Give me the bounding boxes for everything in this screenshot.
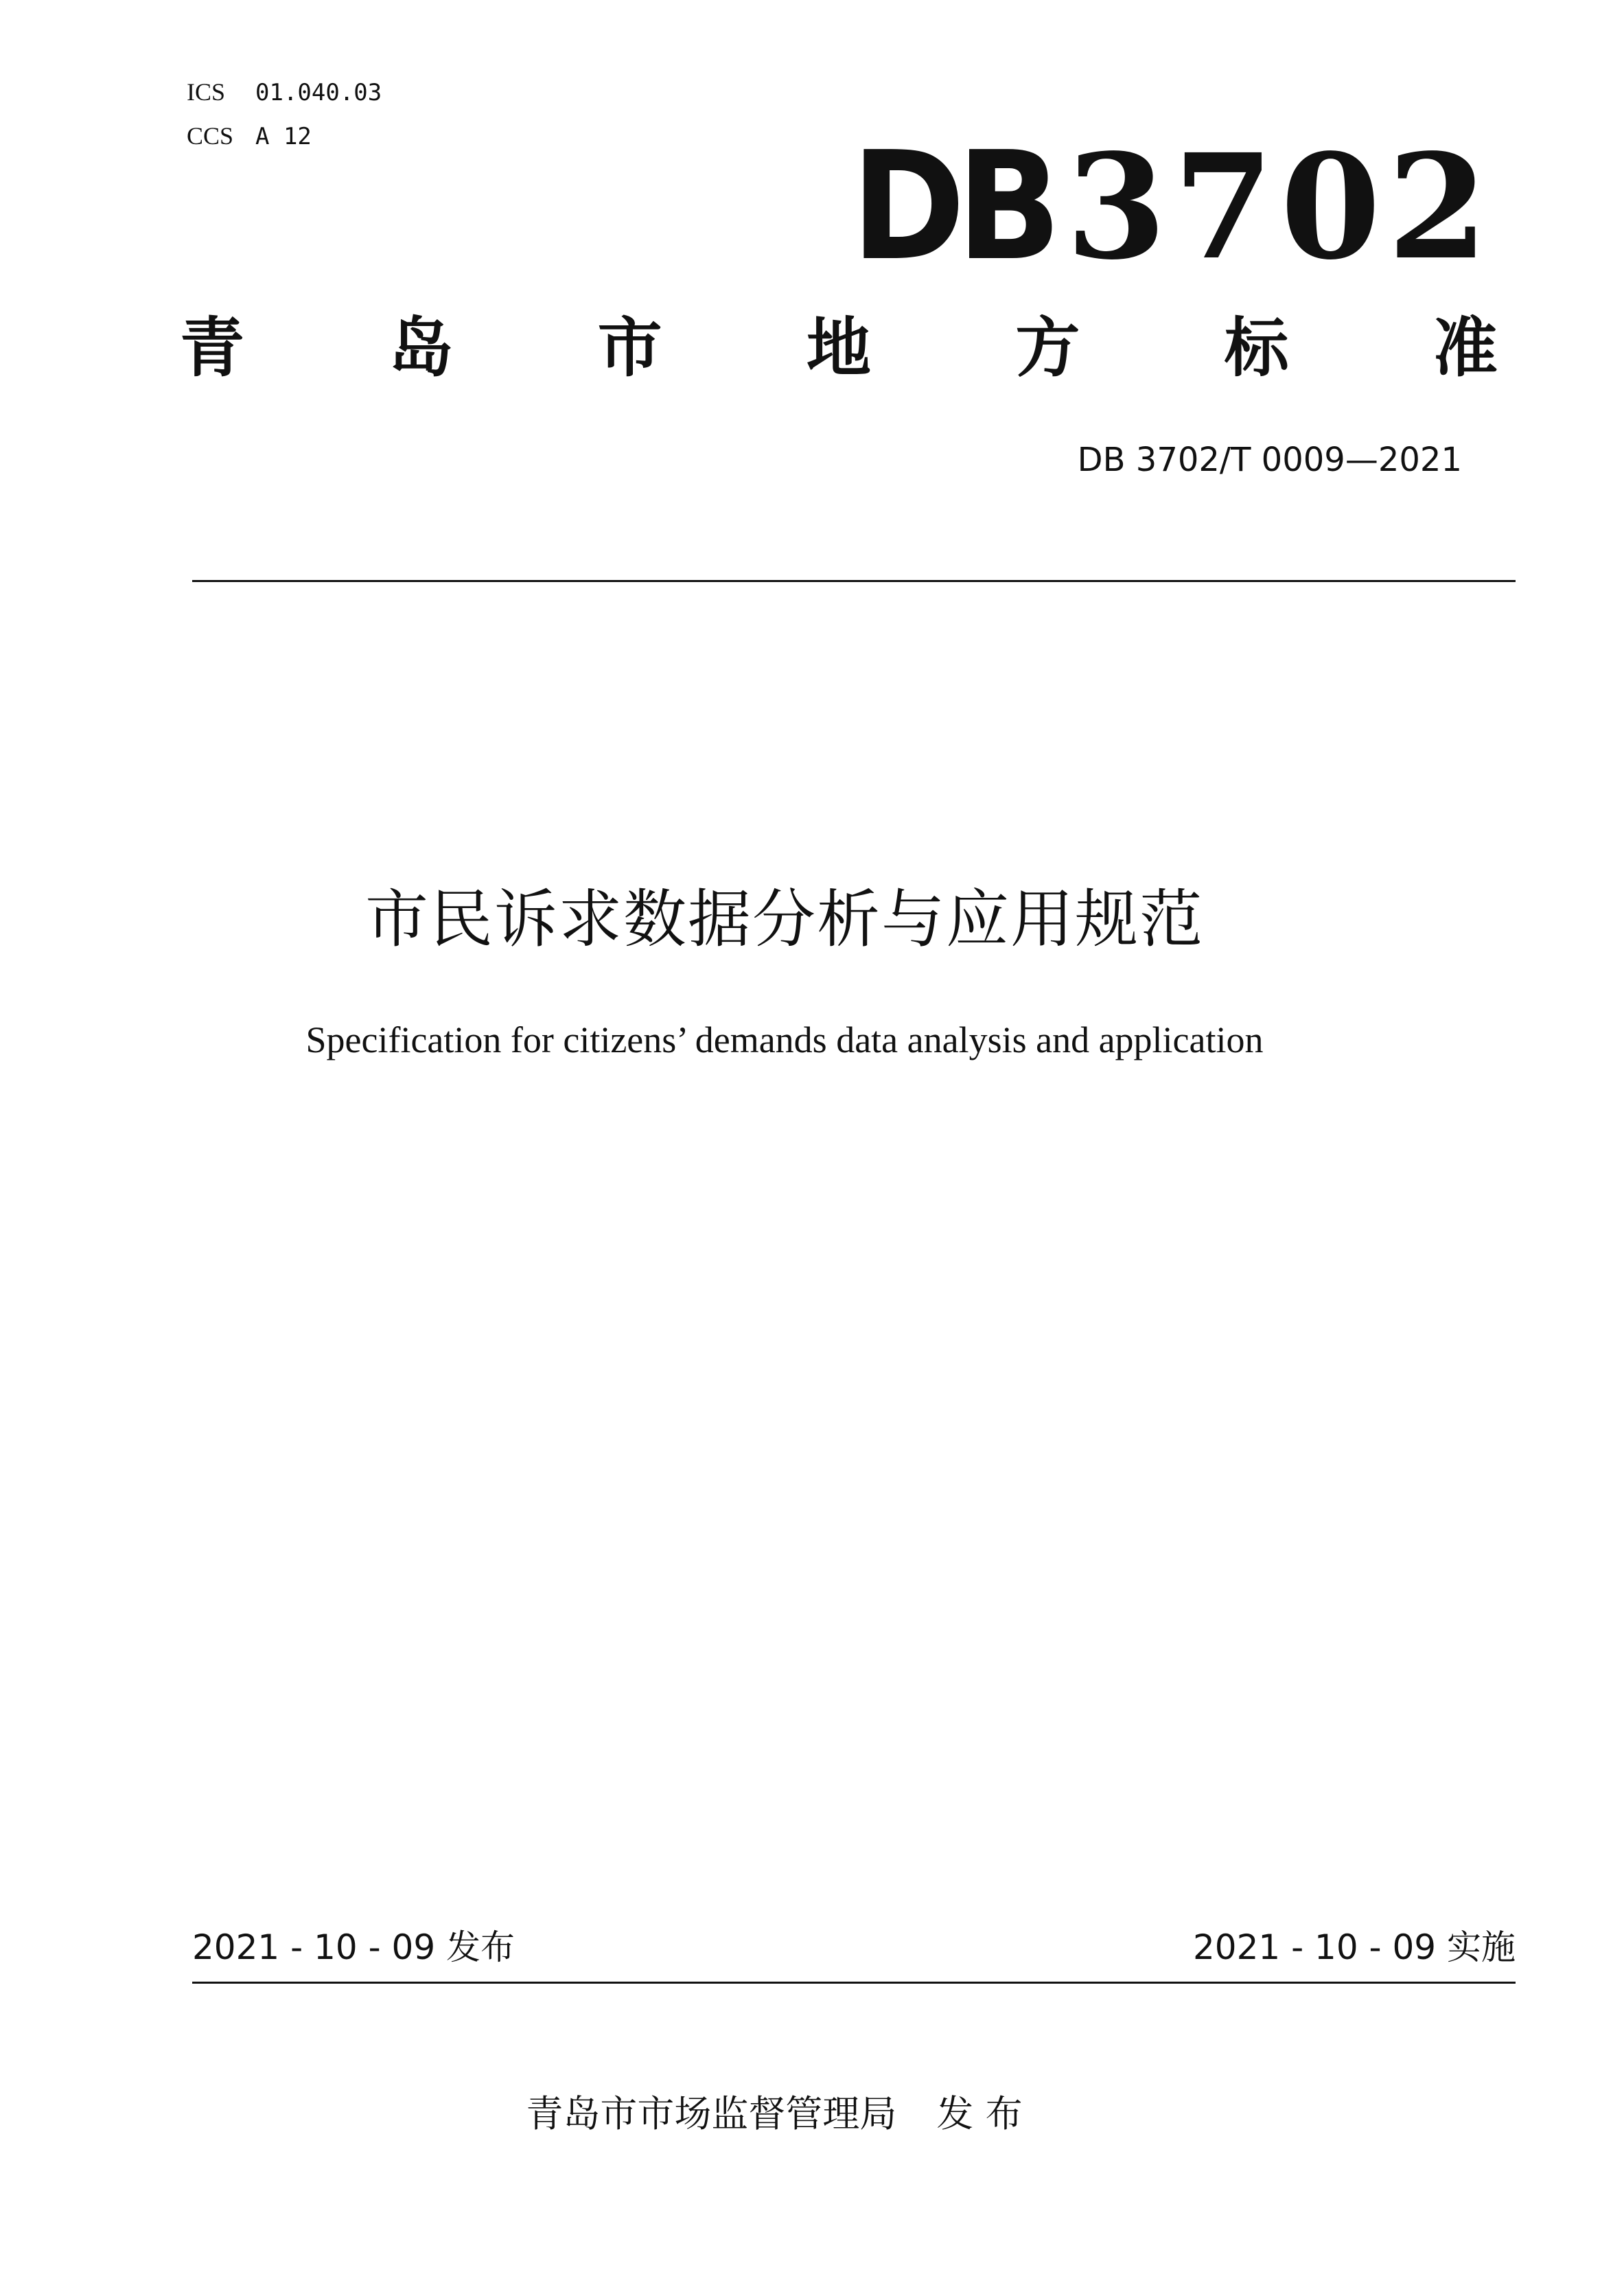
ccs-code [187,121,312,152]
publisher-action: 发 布 [936,2092,1023,2135]
top-divider [192,580,1516,582]
standard-type-title [180,308,1498,390]
standard-type-char: 地 [806,311,871,386]
implementation-date: 2021 - 10 - 09 实施 [1192,1927,1516,1967]
standard-type-char: 标 [1224,311,1289,386]
publisher [0,2087,1624,2142]
ics-value: 01.040.03 [255,79,382,106]
standard-type-char: 准 [1432,311,1498,386]
standard-code: DB 3702/T 0009—2021 [1077,441,1462,479]
db-logo-letters: DB [851,120,1053,294]
ccs-label: CCS [187,122,234,150]
issue-date: 2021 - 10 - 09 发布 [192,1927,515,1967]
standard-type-char: 岛 [388,311,454,386]
publisher-organization: 青岛市市场监督管理局 [526,2092,897,2135]
ics-label: ICS [187,78,226,106]
db-logo [851,120,1495,294]
ccs-value: A 12 [255,123,312,150]
standard-type-char: 方 [1015,311,1080,386]
standard-type-char: 市 [597,311,662,386]
standard-type-char: 青 [180,311,245,386]
document-title-english: Specification for citizens’ demands data analysis and application [305,1019,1264,1060]
ics-code [187,77,382,108]
bottom-divider [192,1982,1516,1984]
db-logo-number: 3702 [1066,122,1495,292]
document-title: 市民诉求数据分析与应用规范 [364,883,1204,956]
